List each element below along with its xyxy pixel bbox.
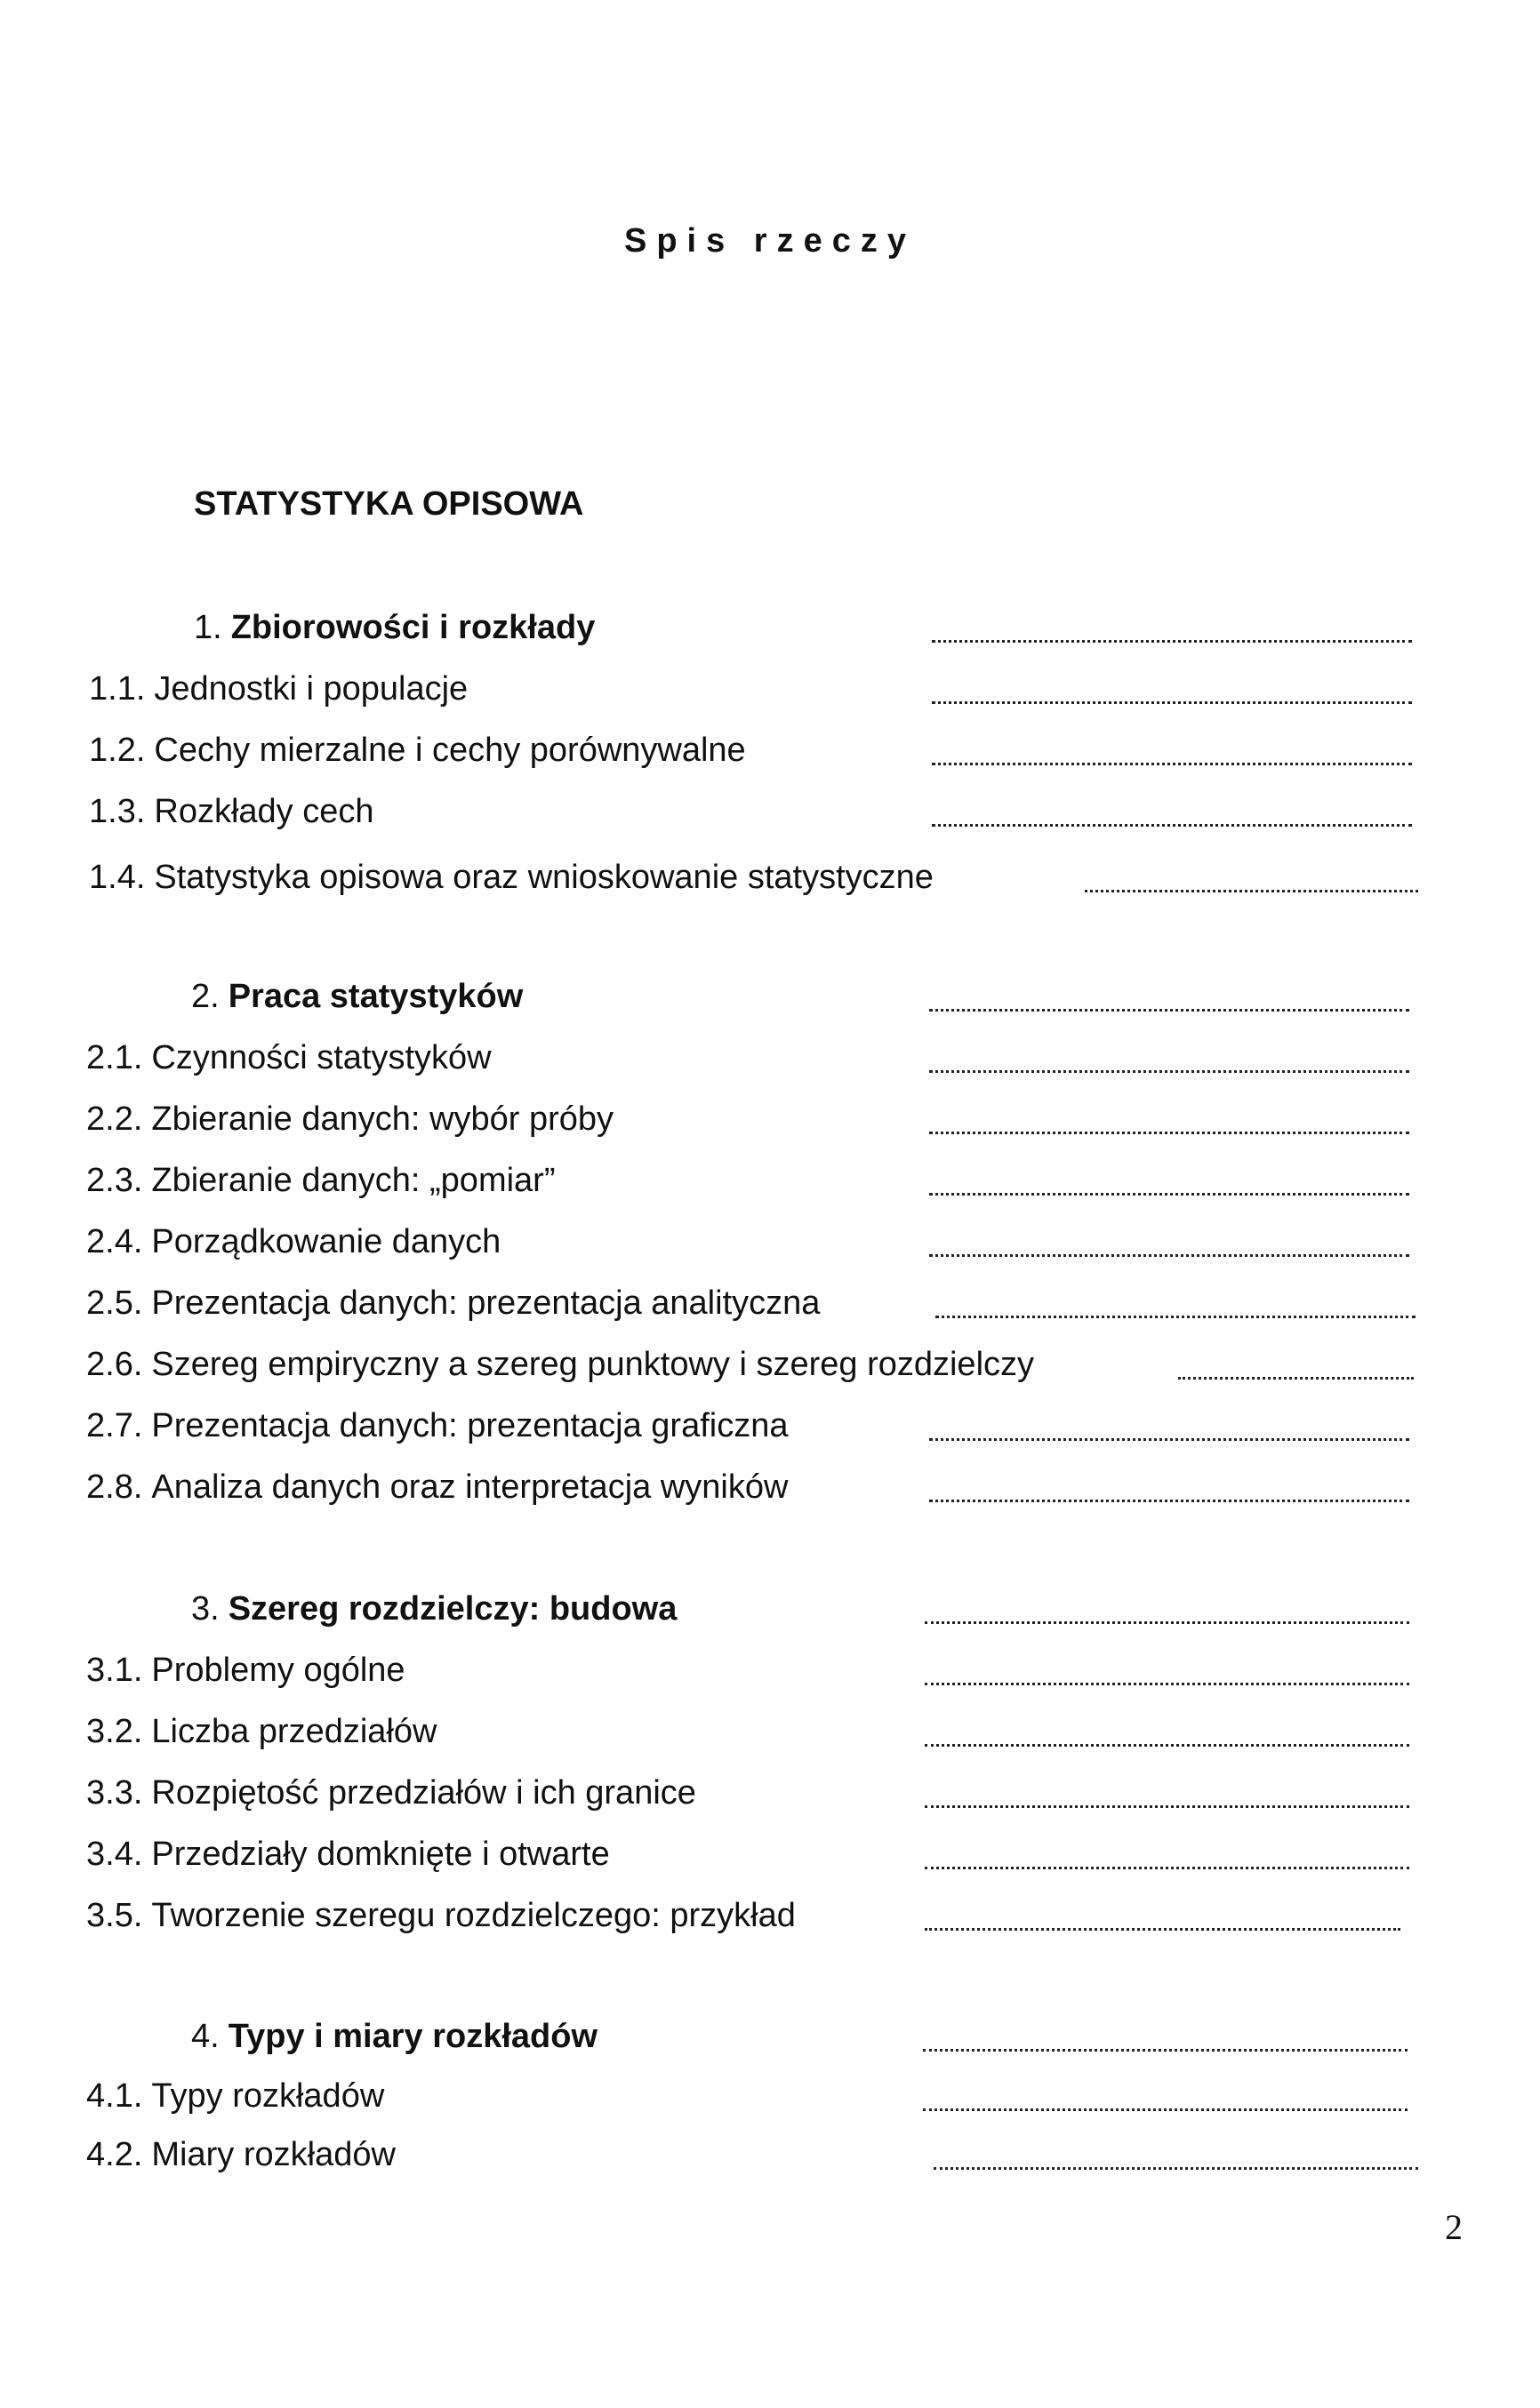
section-number: 1.1. [89,670,146,708]
section-number: 4.1. [86,2077,143,2115]
dot-leader [932,824,1412,827]
dot-leader [932,640,1412,643]
dot-leader [925,1805,1409,1808]
dot-leader [925,1744,1409,1747]
toc-item-1-1[interactable] [89,668,468,709]
section-title: Zbieranie danych: „pomiar” [151,1162,556,1199]
section-title: Rozpiętość przedziałów i ich granice [151,1774,696,1812]
chapter-title: Praca statystyków [228,978,524,1015]
section-title: Jednostki i populacje [154,670,469,708]
section-title: Prezentacja danych: prezentacja graficzna [151,1407,789,1444]
toc-chapter-2[interactable] [191,976,523,1017]
chapter-title: Szereg rozdzielczy: budowa [228,1590,678,1628]
section-number: 3.1. [86,1652,143,1689]
dot-leader [934,2167,1418,2170]
section-number: 1.2. [89,732,146,769]
section-title: Przedziały domknięte i otwarte [151,1836,610,1873]
section-number: 1.4. [89,859,146,896]
toc-item-4-1[interactable] [86,2076,384,2116]
section-number: 2.2. [86,1100,143,1138]
section-number: 4.2. [86,2136,143,2173]
toc-item-2-4[interactable] [86,1221,501,1262]
toc-item-1-4[interactable] [89,857,934,898]
chapter-title: Zbiorowości i rozkłady [230,609,596,646]
section-number: 3.5. [86,1897,143,1934]
chapter-number: 2. [191,978,220,1015]
chapter-number: 3. [191,1590,220,1628]
dot-leader [923,2049,1408,2052]
dot-leader [932,763,1412,765]
section-title: Prezentacja danych: prezentacja analityczna [151,1284,821,1322]
toc-item-3-5[interactable] [86,1895,796,1936]
toc-item-1-3[interactable] [89,791,374,832]
section-number: 2.4. [86,1223,143,1260]
toc-item-2-5[interactable] [86,1283,820,1324]
chapter-number: 4. [191,2018,220,2055]
toc-item-2-2[interactable] [86,1099,614,1140]
section-title: Statystyka opisowa oraz wnioskowanie statystyczne [154,859,934,896]
section-title: Analiza danych oraz interpretacja wyników [151,1468,789,1506]
toc-item-1-2[interactable] [89,730,746,771]
section-number: 2.1. [86,1039,143,1076]
dot-leader [932,701,1412,704]
toc-item-2-8[interactable] [86,1467,788,1508]
section-title: Zbieranie danych: wybór próby [151,1100,614,1138]
dot-leader [1085,890,1418,892]
dot-leader [929,1438,1409,1441]
toc-item-2-3[interactable] [86,1160,555,1201]
chapter-title: Typy i miary rozkładów [228,2018,598,2055]
section-number: 3.4. [86,1836,143,1873]
section-number: 3.3. [86,1774,143,1812]
dot-leader [929,1009,1409,1012]
part-title: STATYSTYKA OPISOWA [194,485,584,523]
section-title: Tworzenie szeregu rozdzielczego: przykład [151,1897,796,1934]
toc-item-3-2[interactable] [86,1711,437,1752]
dot-leader [923,2108,1408,2111]
section-number: 1.3. [89,793,146,830]
chapter-number: 1. [194,609,222,646]
section-title: Liczba przedziałów [151,1713,437,1750]
section-number: 2.6. [86,1346,143,1383]
toc-chapter-3[interactable] [191,1588,677,1629]
dot-leader [929,1193,1409,1196]
toc-item-3-1[interactable] [86,1650,405,1691]
section-title: Problemy ogólne [151,1652,405,1689]
toc-item-2-6[interactable] [86,1344,1034,1385]
section-number: 3.2. [86,1713,143,1750]
toc-item-2-1[interactable] [86,1037,492,1078]
section-number: 2.5. [86,1284,143,1322]
toc-item-3-3[interactable] [86,1772,696,1813]
toc-item-2-7[interactable] [86,1405,788,1446]
toc-chapter-1[interactable] [194,607,595,648]
section-number: 2.3. [86,1162,143,1199]
section-title: Porządkowanie danych [151,1223,501,1260]
section-number: 2.8. [86,1468,143,1506]
dot-leader [925,1867,1409,1869]
toc-chapter-4[interactable] [191,2016,598,2057]
toc-item-4-2[interactable] [86,2134,396,2175]
section-title: Typy rozkładów [151,2077,385,2115]
section-title: Cechy mierzalne i cechy porównywalne [154,732,746,769]
dot-leader [925,1683,1409,1685]
section-title: Rozkłady cech [154,793,374,830]
dot-leader [929,1500,1409,1502]
dot-leader [935,1316,1416,1318]
section-title: Czynności statystyków [151,1039,492,1076]
section-title: Miary rozkładów [151,2136,396,2173]
dot-leader [929,1132,1409,1134]
section-number: 2.7. [86,1407,143,1444]
section-title: Szereg empiryczny a szereg punktowy i szereg rozdzielczy [151,1346,1035,1383]
page-number: 2 [1445,2207,1463,2247]
page-title: Spis rzeczy [624,222,916,260]
dot-leader [1178,1377,1414,1380]
dot-leader [929,1254,1409,1257]
dot-leader [925,1928,1400,1931]
dot-leader [925,1621,1409,1624]
toc-item-3-4[interactable] [86,1834,610,1875]
dot-leader [929,1070,1409,1073]
